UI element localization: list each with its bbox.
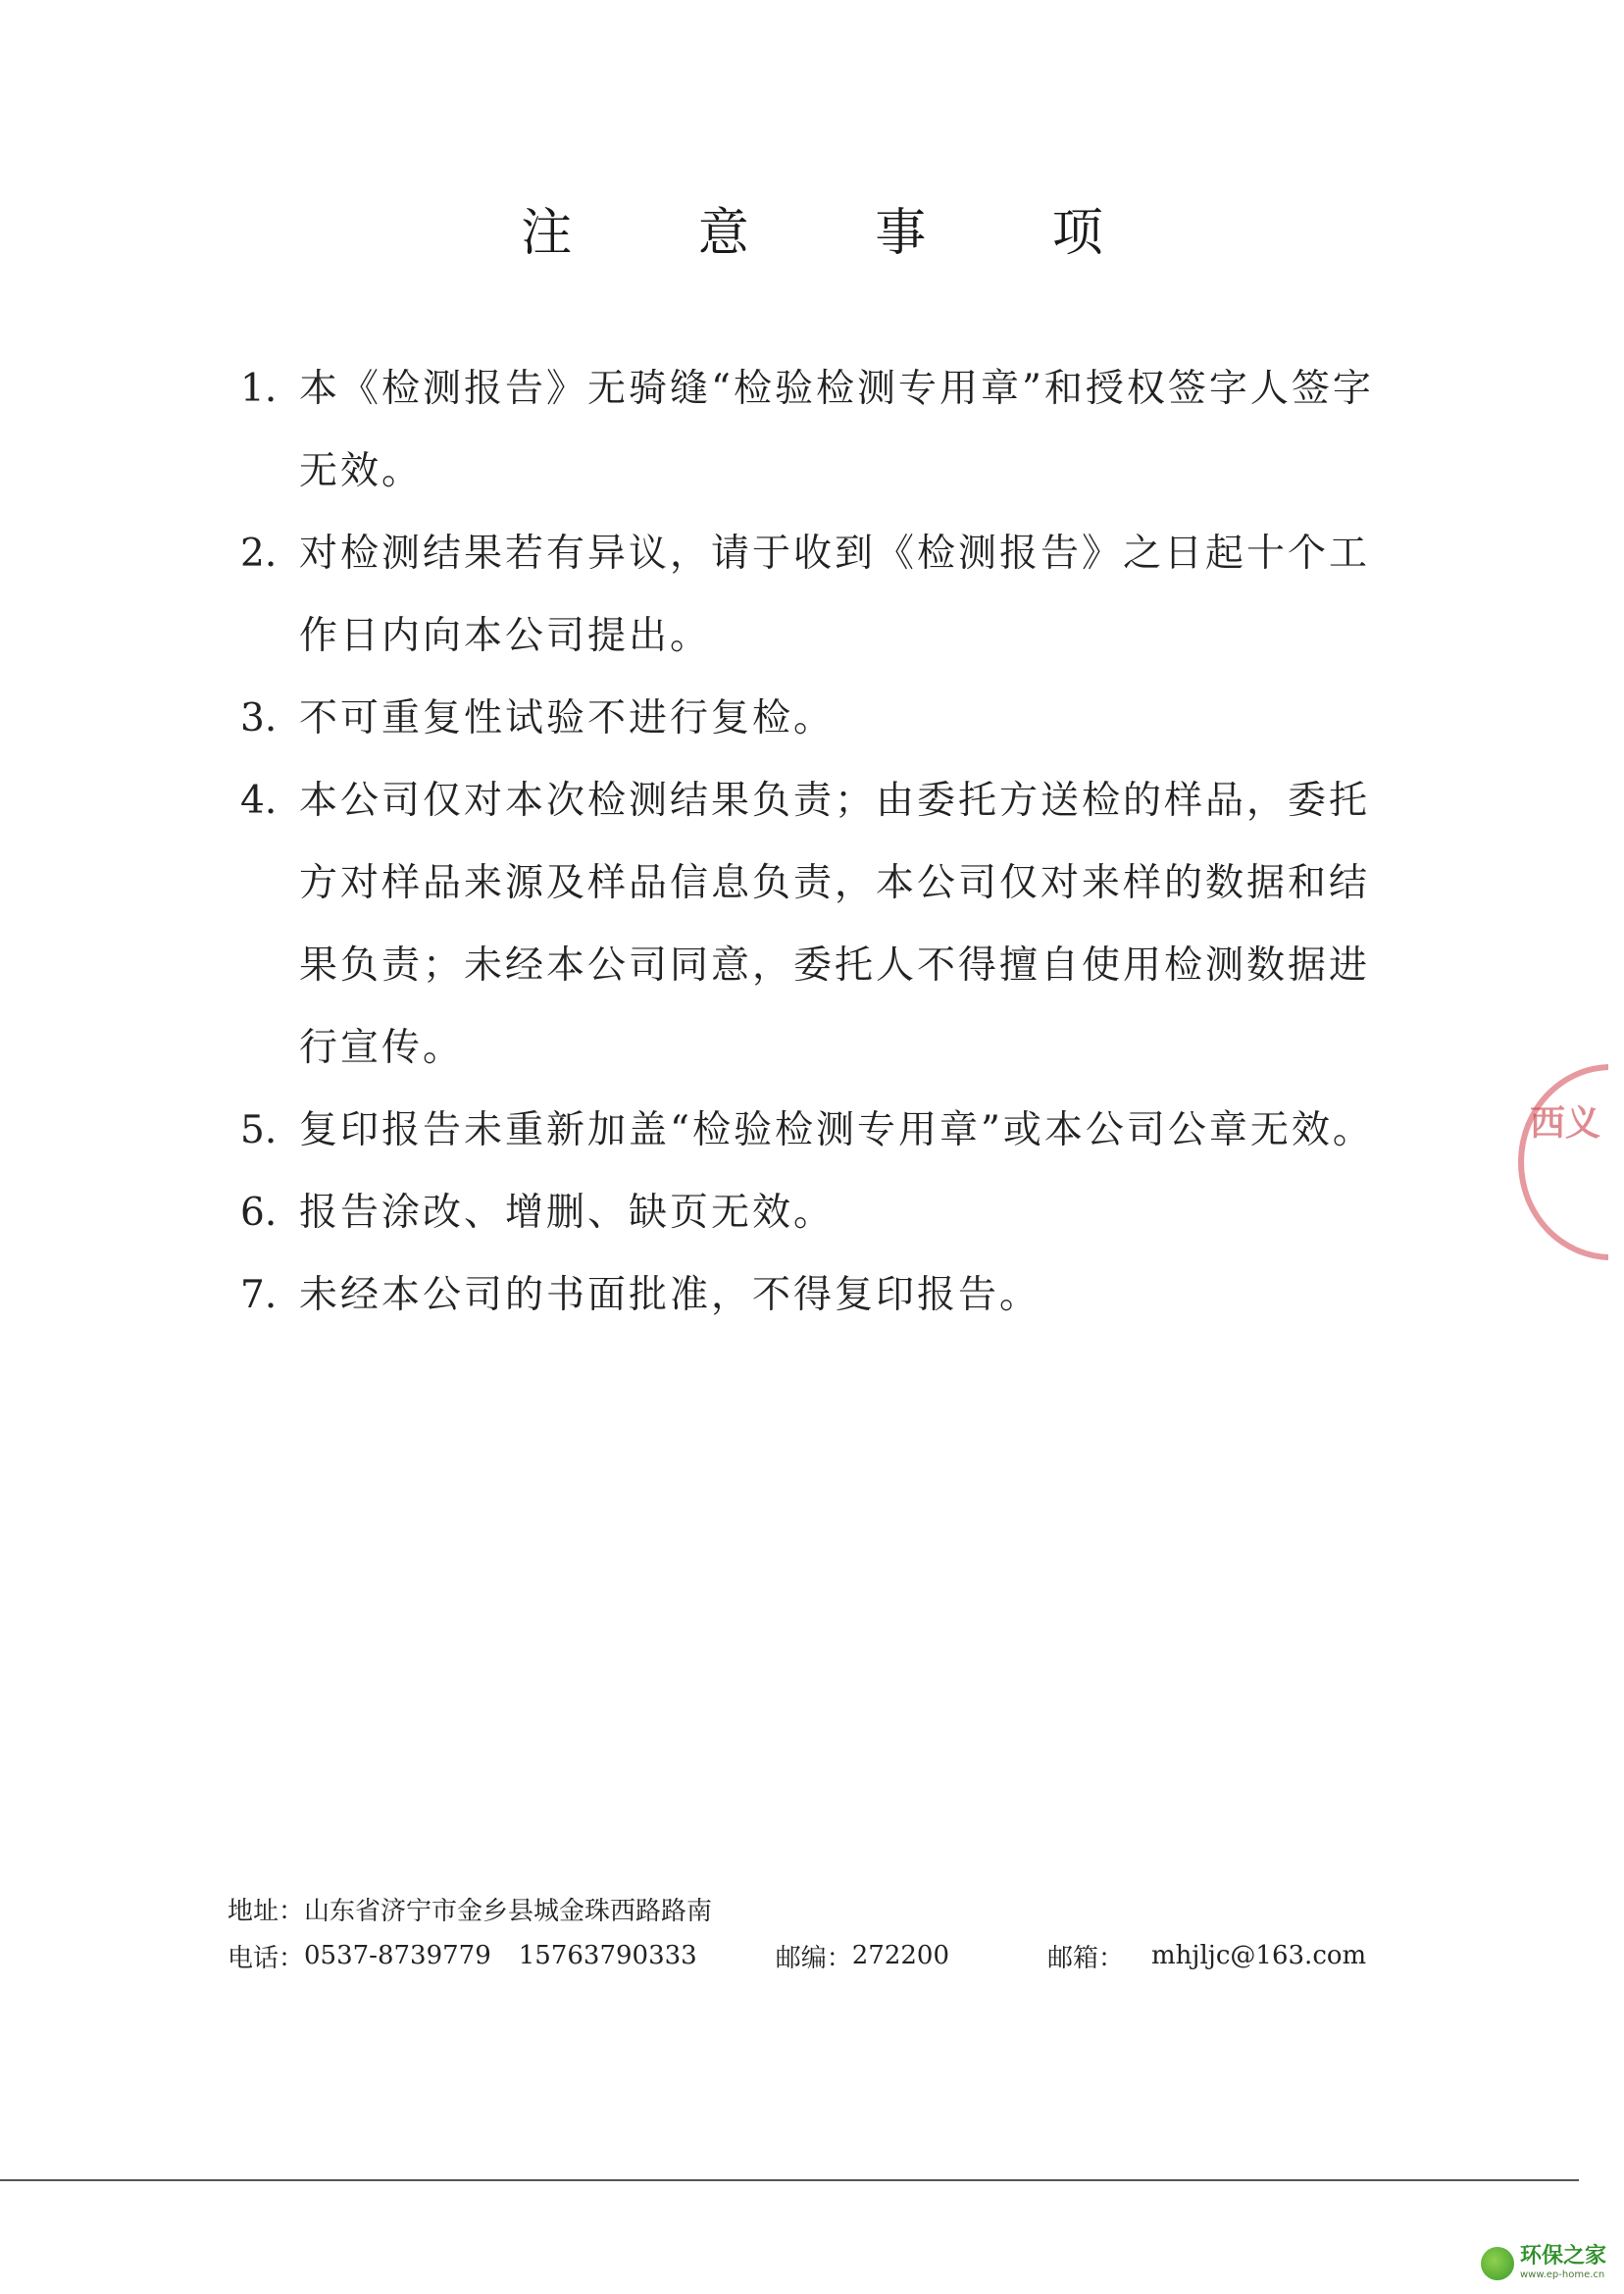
notice-text: 报告涂改、增删、缺页无效。 — [299, 1191, 836, 1235]
notice-number: 1. — [240, 367, 278, 411]
page-title: 注 意 事 项 — [521, 204, 1158, 263]
notice-item — [240, 678, 1397, 760]
notice-text: 复印报告未重新加盖“检验检测专用章”或本公司公章无效。 — [299, 1108, 1374, 1152]
seal-text: 西义 — [1530, 1102, 1601, 1144]
notice-number: 5. — [240, 1108, 278, 1152]
email-label: 邮箱： — [1047, 1943, 1125, 1973]
email-value: mhjljc@163.com — [1151, 1941, 1367, 1970]
notice-text: 本《检测报告》无骑缝“检验检测专用章”和授权签字人签字无效。 — [299, 367, 1374, 493]
notice-item — [240, 348, 1397, 513]
address-row — [228, 1885, 1366, 1932]
notice-number: 6. — [240, 1191, 278, 1235]
notice-number: 2. — [240, 532, 278, 576]
contact-footer — [228, 1885, 1366, 1979]
postcode-label: 邮编： — [775, 1943, 852, 1973]
notice-item — [240, 760, 1397, 1090]
official-seal — [1500, 1064, 1608, 1260]
phone-label: 电话： — [228, 1943, 305, 1973]
watermark-url: www.ep-home.cn — [1519, 2269, 1605, 2280]
site-watermark — [1481, 2246, 1606, 2280]
notice-item — [240, 1172, 1397, 1254]
leaf-logo-icon — [1481, 2247, 1514, 2280]
phone-value-2: 15763790333 — [518, 1941, 697, 1970]
watermark-text — [1520, 2246, 1606, 2280]
address-value: 山东省济宁市金乡县城金珠西路路南 — [304, 1896, 713, 1926]
phone-value-1: 0537-8739779 — [304, 1941, 491, 1970]
notice-text: 对检测结果若有异议，请于收到《检测报告》之日起十个工作日内向本公司提出。 — [299, 532, 1371, 658]
notice-item — [240, 513, 1397, 678]
seal-ring — [1518, 1064, 1608, 1260]
page-divider — [0, 2179, 1579, 2181]
watermark-name: 环保之家 — [1519, 2244, 1606, 2269]
address-label: 地址： — [228, 1896, 305, 1926]
notice-item — [240, 1090, 1397, 1172]
notice-text: 未经本公司的书面批准，不得复印报告。 — [299, 1273, 1041, 1317]
notice-number: 3. — [240, 696, 278, 740]
notice-number: 7. — [240, 1273, 278, 1317]
notice-text: 不可重复性试验不进行复检。 — [299, 696, 836, 740]
notice-item — [240, 1254, 1397, 1337]
notice-text: 本公司仅对本次检测结果负责；由委托方送检的样品，委托方对样品来源及样品信息负责，本公司仅对来样的数据和结果负责；未经本公司同意，委托人不得擅自使用检测数据进行宣传。 — [299, 779, 1371, 1070]
notice-list — [240, 348, 1397, 1337]
notice-number: 4. — [240, 779, 278, 823]
postcode-value: 272200 — [851, 1941, 950, 1970]
contact-row — [228, 1932, 1366, 1979]
